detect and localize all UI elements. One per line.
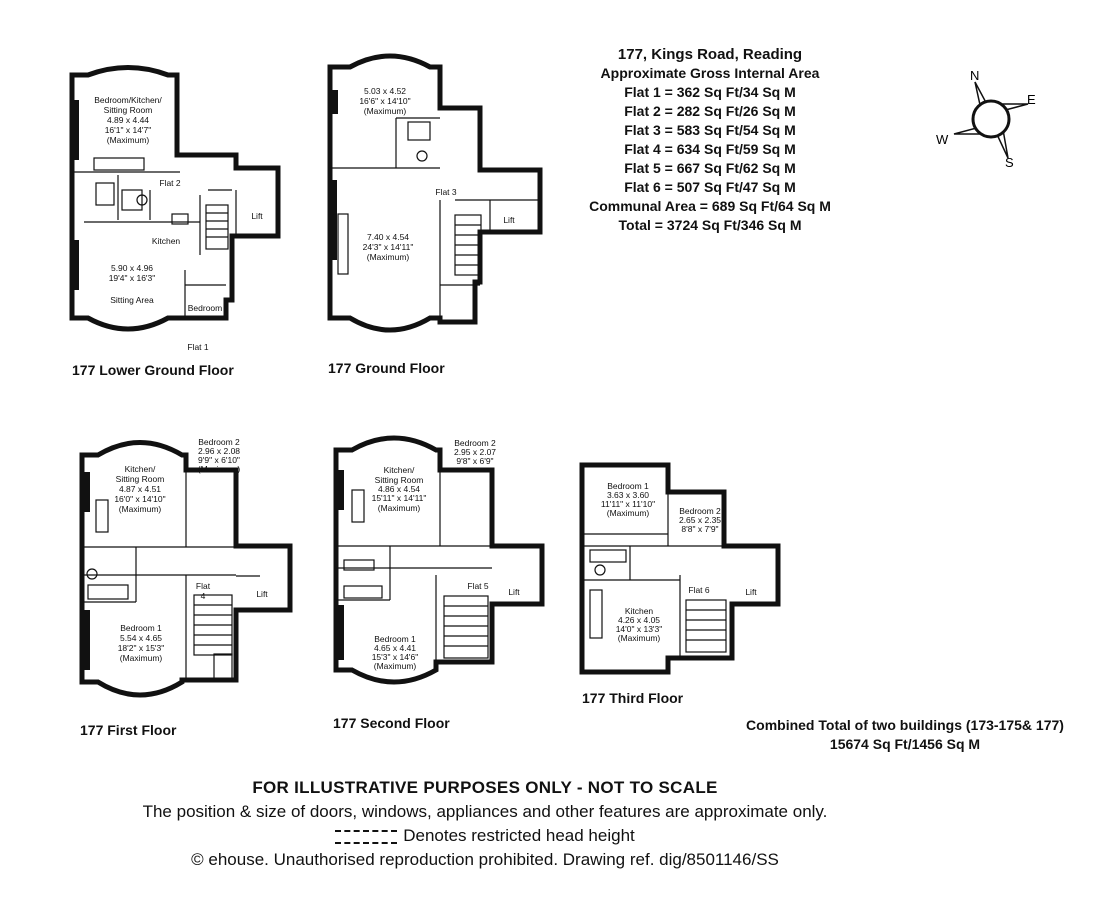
- lg-flat1-label: Flat 1: [187, 342, 209, 352]
- lg-bedkit-line5: (Maximum): [106, 135, 150, 145]
- combined-total: [720, 716, 1090, 754]
- tf-bed2-line1: Bedroom 2: [679, 506, 721, 516]
- ff-bed2-line1: Bedroom 2: [198, 437, 240, 447]
- lg-bedkit-line1: Bedroom/Kitchen/: [94, 95, 162, 105]
- tf-bed1-line1: Bedroom 1: [607, 481, 649, 491]
- lg-bedkit-line3: 4.89 x 4.44: [106, 115, 150, 125]
- sf-flat5-label: Flat 5: [467, 581, 489, 591]
- disclaimer-heading: FOR ILLUSTRATIVE PURPOSES ONLY - NOT TO SCALE: [252, 778, 718, 797]
- compass-n: N: [970, 68, 980, 83]
- lg-bedroom-label: Bedroom: [187, 303, 223, 313]
- sf-kitchen-line4: 15'11" x 14'11": [371, 493, 427, 503]
- lg-kitchen-label: Kitchen: [151, 236, 181, 246]
- ff-bed2-line2: 2.96 x 2.08: [197, 446, 241, 456]
- ff-lift-label: Lift: [256, 589, 268, 599]
- ff-bed2-line4: (Maximum): [197, 464, 241, 474]
- compass-icon: [930, 62, 1050, 172]
- sf-kitchen-line5: (Maximum): [377, 503, 421, 513]
- lower-ground-floor-plan: [72, 68, 278, 353]
- lg-sitting-area-label: Sitting Area: [110, 295, 154, 305]
- gf-main-line3: (Maximum): [366, 252, 410, 262]
- combined-line1: Combined Total of two buildings (173-175& 177): [746, 717, 1064, 733]
- sf-bed1-line4: (Maximum): [373, 661, 417, 671]
- gf-top-line3: (Maximum): [363, 106, 407, 116]
- ff-flat4-line1: Flat: [195, 581, 211, 591]
- lower-ground-floor-label: 177 Lower Ground Floor: [72, 362, 234, 378]
- tf-kitchen-line4: (Maximum): [617, 633, 661, 643]
- area-flat4: Flat 4 = 634 Sq Ft/59 Sq M: [624, 141, 796, 157]
- tf-lift-label: Lift: [745, 587, 757, 597]
- compass-e: E: [1027, 92, 1036, 107]
- sf-kitchen-line1: Kitchen/: [383, 465, 415, 475]
- copyright-text: © ehouse. Unauthorised reproduction prohibited. Drawing ref. dig/8501146/SS: [191, 850, 779, 869]
- tf-bed2-line3: 8'8" x 7'9": [681, 524, 719, 534]
- second-floor-plan: [336, 438, 542, 682]
- gf-main-line1: 7.40 x 4.54: [366, 232, 410, 242]
- area-communal: Communal Area = 689 Sq Ft/64 Sq M: [589, 198, 831, 214]
- ff-bed1-line3: 18'2" x 15'3": [117, 643, 165, 653]
- area-flat2: Flat 2 = 282 Sq Ft/26 Sq M: [624, 103, 796, 119]
- ground-floor-label: 177 Ground Floor: [328, 360, 445, 376]
- third-floor-label: 177 Third Floor: [582, 690, 684, 706]
- sf-kitchen-line2: Sitting Room: [374, 475, 424, 485]
- sf-lift-label: Lift: [508, 587, 520, 597]
- area-subtitle: Approximate Gross Internal Area: [600, 65, 820, 81]
- ff-kitchen-line2: Sitting Room: [115, 474, 165, 484]
- dashed-line-icon: [335, 830, 397, 844]
- tf-bed2-line2: 2.65 x 2.35: [678, 515, 722, 525]
- footer-disclaimer: [60, 776, 910, 872]
- sf-bed1-line2: 4.65 x 4.41: [373, 643, 417, 653]
- first-floor-label: 177 First Floor: [80, 722, 177, 738]
- sf-bed1-line1: Bedroom 1: [374, 634, 416, 644]
- gf-main-line2: 24'3" x 14'11": [362, 242, 414, 252]
- sf-bed2-line3: 9'8" x 6'9": [456, 456, 494, 466]
- tf-bed1-line4: (Maximum): [606, 508, 650, 518]
- third-floor-plan: [582, 465, 778, 672]
- gf-flat3-label: Flat 3: [435, 187, 457, 197]
- head-height-text: Denotes restricted head height: [403, 826, 635, 845]
- combined-line2: 15674 Sq Ft/1456 Sq M: [829, 736, 981, 752]
- compass-w: W: [936, 132, 949, 147]
- lg-sitting-line2: 19'4" x 16'3": [108, 273, 156, 283]
- area-summary: [560, 46, 860, 235]
- ff-bed1-line4: (Maximum): [119, 653, 163, 663]
- first-floor-plan: [82, 437, 290, 695]
- tf-flat6-label: Flat 6: [688, 585, 710, 595]
- area-total: Total = 3724 Sq Ft/346 Sq M: [618, 217, 802, 233]
- sf-kitchen-line3: 4.86 x 4.54: [377, 484, 421, 494]
- property-title: 177, Kings Road, Reading: [617, 46, 803, 63]
- head-height-legend: [60, 824, 910, 848]
- tf-kitchen-line1: Kitchen: [624, 606, 654, 616]
- ff-kitchen-line3: 4.87 x 4.51: [118, 484, 162, 494]
- second-floor-label: 177 Second Floor: [333, 715, 450, 731]
- ff-bed2-line3: 9'9" x 6'10": [198, 455, 240, 465]
- ff-bed1-line2: 5.54 x 4.65: [119, 633, 163, 643]
- area-flat3: Flat 3 = 583 Sq Ft/54 Sq M: [624, 122, 796, 138]
- tf-kitchen-line2: 4.26 x 4.05: [617, 615, 661, 625]
- gf-top-line2: 16'6" x 14'10": [359, 96, 411, 106]
- gf-top-line1: 5.03 x 4.52: [363, 86, 407, 96]
- ff-kitchen-line4: 16'0" x 14'10": [114, 494, 166, 504]
- sf-bed2-line1: Bedroom 2: [454, 438, 496, 448]
- tf-kitchen-line3: 14'0" x 13'3": [615, 624, 663, 634]
- area-flat5: Flat 5 = 667 Sq Ft/62 Sq M: [624, 160, 796, 176]
- compass-s: S: [1005, 155, 1014, 170]
- area-flat1: Flat 1 = 362 Sq Ft/34 Sq M: [624, 84, 796, 100]
- tf-bed1-line3: 11'11" x 11'10": [600, 499, 656, 509]
- ff-flat4-line2: 4: [200, 591, 206, 601]
- disclaimer-text: The position & size of doors, windows, appliances and other features are approximate only.: [142, 802, 828, 821]
- ff-kitchen-line5: (Maximum): [118, 504, 162, 514]
- gf-lift-label: Lift: [503, 215, 515, 225]
- lg-sitting-line1: 5.90 x 4.96: [110, 263, 154, 273]
- ff-bed1-line1: Bedroom 1: [120, 623, 162, 633]
- lg-flat2-label: Flat 2: [159, 178, 181, 188]
- sf-bed1-line3: 15'3" x 14'6": [371, 652, 419, 662]
- area-flat6: Flat 6 = 507 Sq Ft/47 Sq M: [624, 179, 796, 195]
- lg-bedkit-line4: 16'1" x 14'7": [104, 125, 152, 135]
- tf-bed1-line2: 3.63 x 3.60: [606, 490, 650, 500]
- ff-kitchen-line1: Kitchen/: [124, 464, 156, 474]
- lg-bedkit-line2: Sitting Room: [103, 105, 153, 115]
- sf-bed2-line2: 2.95 x 2.07: [453, 447, 497, 457]
- lg-lift-label: Lift: [251, 211, 263, 221]
- ground-floor-plan: [330, 56, 540, 330]
